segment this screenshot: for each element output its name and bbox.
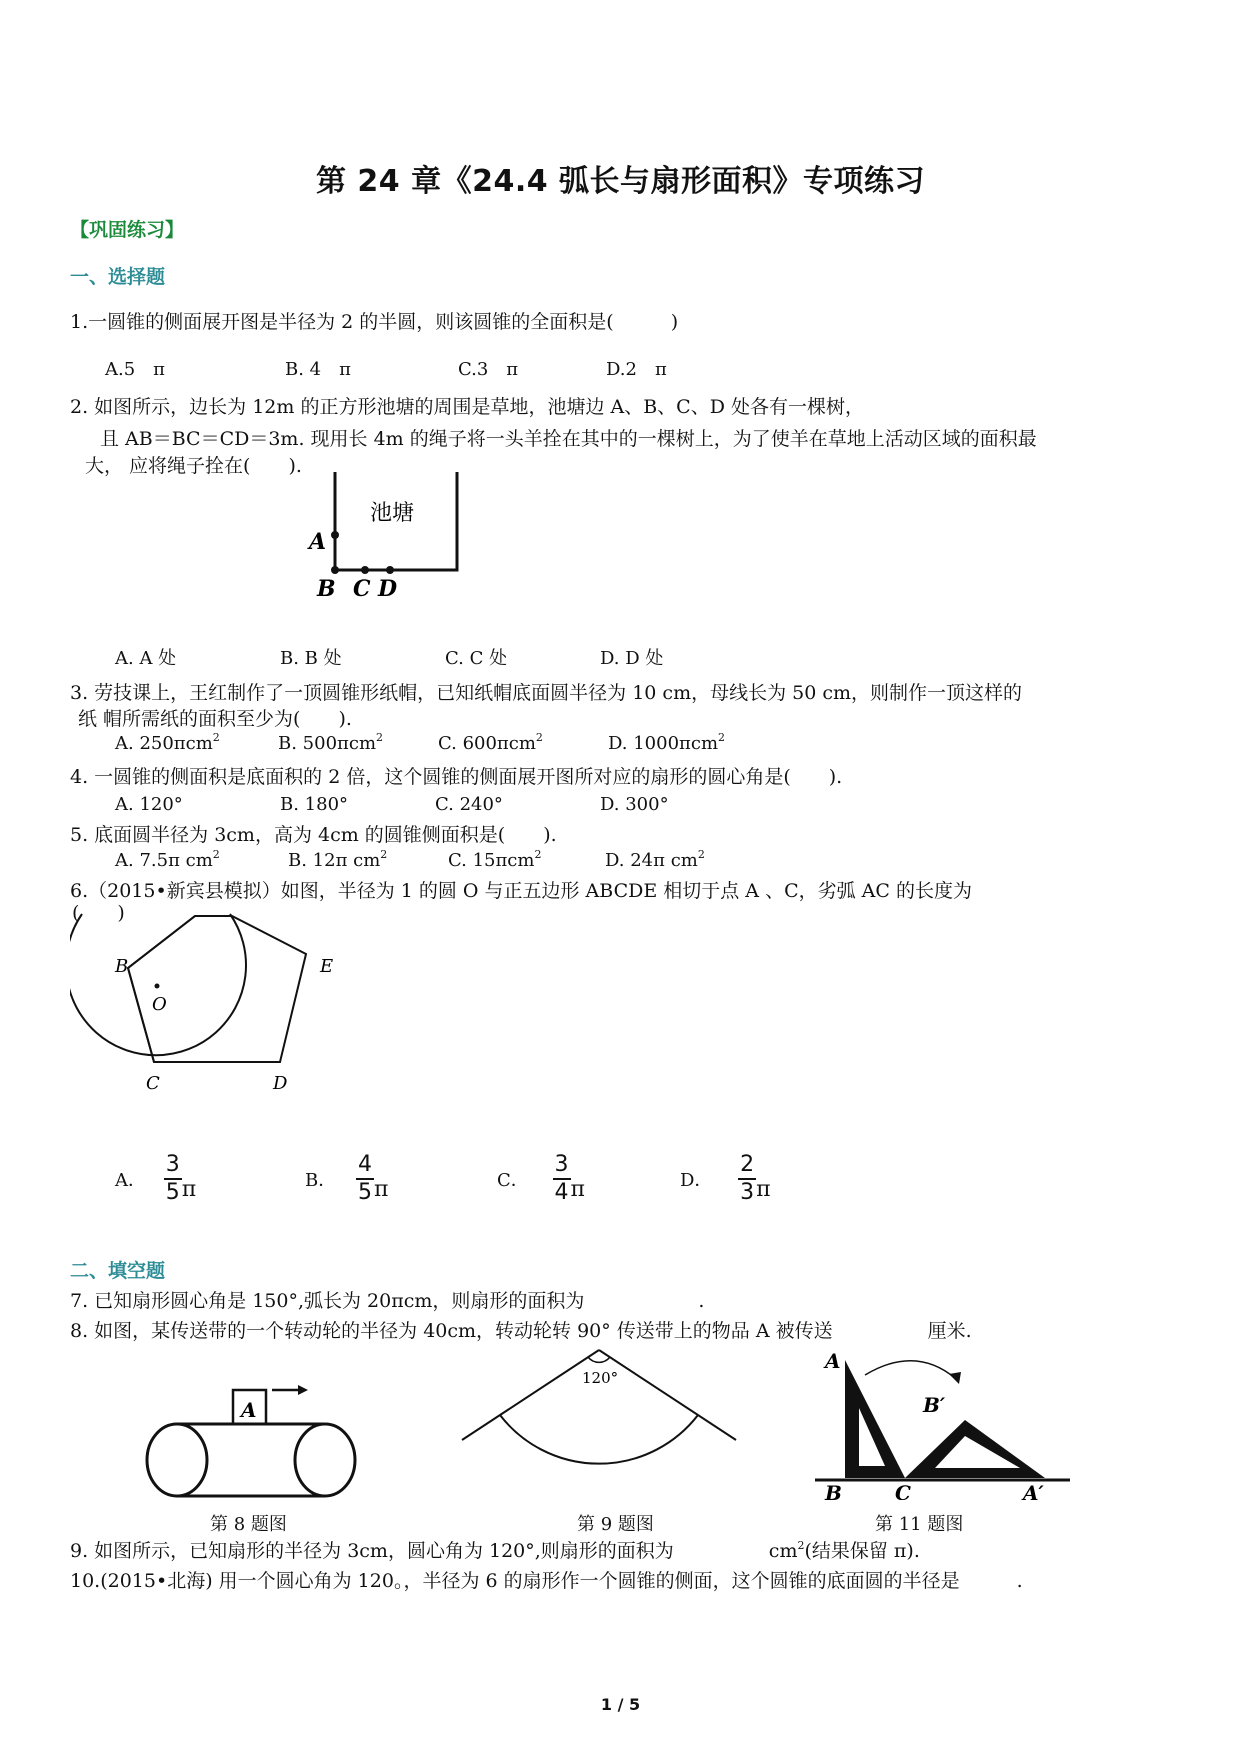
q3-option-b: B. 500πcm$^2$ [278,731,384,754]
sector-figure [458,1340,740,1485]
q6-option-b: B． $\frac{4}{5}$ π [305,1152,389,1205]
fig6-label-b: B [115,956,129,977]
q6-option-d: D． $\frac{2}{3}$ π [680,1152,771,1205]
question-1-text: 1.一圆锥的侧面展开图是半径为 2 的半圆，则该圆锥的全面积是( ) [70,311,679,333]
q2-option-b: B. B 处 [280,648,342,669]
section-fill-heading: 二、填空题 [70,1260,166,1282]
fig6-label-c: C [146,1073,160,1094]
q2-option-c: C. C 处 [445,648,508,669]
q5-option-a: A. 7.5π $cm^2$ [115,848,220,871]
q5-option-b: B. 12π $cm^2$ [288,848,388,871]
fig11-label-c: C [895,1481,911,1500]
q4-option-c: C. 240° [435,794,503,815]
question-4-text: 4. 一圆锥的侧面积是底面积的 2 倍，这个圆锥的侧面展开图所对应的扇形的圆心角是( ). [70,766,843,788]
fig6-label-o: O [152,994,167,1015]
section-choice-heading: 一、选择题 [70,266,166,288]
set-square-figure [815,1350,1075,1500]
pond-label-d: D [378,576,398,602]
fig6-label-d: D [273,1073,288,1094]
fig11-label-b-prime: B′ [923,1393,946,1417]
section-consolidate: 【巩固练习】 [70,219,185,241]
pond-label-a: A [309,529,327,555]
q4-option-d: D. 300° [600,794,669,815]
page-title: 第 24 章《24.4 弧长与扇形面积》专项练习 [315,164,926,199]
q4-option-a: A. 120° [115,794,183,815]
q2-option-d: D. D 处 [600,648,664,669]
q1-option-c: C.3 π [458,359,519,380]
pond-label-b: B [317,576,336,602]
question-6-line-2: ( ) [72,902,125,924]
fig11-label-b: B [825,1481,842,1500]
q4-option-b: B. 180° [280,794,349,815]
q2-option-a: A. A 处 [115,648,177,669]
question-3-line-1: 3. 劳技课上，王红制作了一顶圆锥形纸帽，已知纸帽底面圆半径为 10 cm，母线长为 50 cm，则制作一顶这样的 [70,682,1022,704]
fig9-caption: 第 9 题图 [577,1514,654,1535]
pond-figure [305,470,465,610]
q1-option-a: A.5 π [105,359,166,380]
question-2-line-1: 2. 如图所示，边长为 12m 的正方形池塘的周围是草地，池塘边 A、B、C、D 处各有一棵树， [70,396,864,418]
q5-option-d: D. 24π $cm^2$ [605,848,705,871]
question-7-text: 7. 已知扇形圆心角是 150°,弧长为 20πcm，则扇形的面积为 . [70,1290,705,1312]
q3-option-a: A. 250πcm$^2$ [115,731,220,754]
fig8-caption: 第 8 题图 [210,1514,287,1535]
q5-option-c: C. 15πcm$^2$ [448,848,542,871]
question-8-text: 8. 如图，某传送带的一个转动轮的半径为 40cm，转动轮转 90° 传送带上的物品 A 被传送 厘米. [70,1320,972,1342]
question-10-text: 10.(2015•北海) 用一个圆心角为 120。，半径为 6 的扇形作一个圆锥的侧面，这个圆锥的底面圆的半径是 . [70,1570,1023,1592]
question-3-line-2: 纸 帽所需纸的面积至少为( ). [78,708,352,730]
fig9-label-angle: 120° [582,1369,619,1387]
fig11-label-a: A [825,1350,841,1373]
question-9-text: 9. 如图所示，已知扇形的半径为 3cm，圆心角为 120°,则扇形的面积为 $cm^2$(结果保留 π). [70,1539,920,1562]
q3-option-c: C. 600πcm$^2$ [438,731,543,754]
q6-option-a: A． $\frac{3}{5}$ π [115,1152,197,1205]
q1-option-d: D.2 π [606,359,667,380]
question-2-line-2: 且 AB＝BC＝CD＝3m. 现用长 4m 的绳子将一头羊拴在其中的一棵树上，为了使羊在草地上活动区域的面积最 [100,428,1037,450]
fig11-caption: 第 11 题图 [875,1514,964,1535]
q6-option-c: C． $\frac{3}{4}$ π [497,1152,585,1205]
q1-option-b: B. 4 π [285,359,351,380]
page-number: 1 / 5 [600,1695,641,1714]
fig8-label-a: A [241,1398,257,1422]
circle-pentagon-figure [70,912,350,1102]
fig6-label-e: E [320,956,334,977]
q3-option-d: D. 1000πcm$^2$ [608,731,726,754]
fig11-label-a-prime: A′ [1023,1481,1044,1500]
pond-label-c: C [353,576,371,602]
conveyor-figure [140,1382,380,1502]
question-5-text: 5. 底面圆半径为 3cm，高为 4cm 的圆锥侧面积是( ). [70,824,557,846]
question-2-line-3: 大， 应将绳子拴在( ). [85,455,302,477]
pond-label: 池塘 [370,501,415,526]
question-6-line-1: 6.（2015•新宾县模拟）如图，半径为 1 的圆 O 与正五边形 ABCDE 相切于点 A 、C，劣弧 AC 的长度为 [70,880,972,902]
